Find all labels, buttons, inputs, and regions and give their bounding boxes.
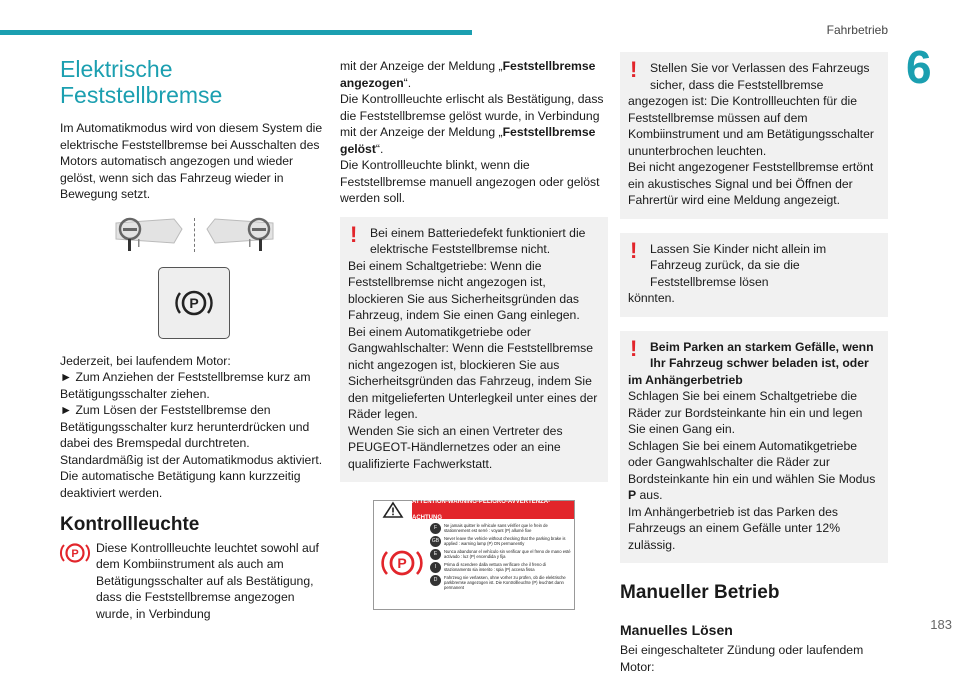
warning-lead: Stellen Sie vor Verlassen des Fahrzeugs sicher, dass die Feststellbremse bbox=[650, 61, 870, 92]
language-text: Nunca abandonar el vehículo sin verificar que el freno de mano esté activado : luz (P) encendida y fija bbox=[444, 549, 571, 560]
section-title: Fahrbetrieb bbox=[826, 23, 888, 37]
chapter-number: 6 bbox=[906, 41, 932, 93]
language-code: I bbox=[430, 562, 441, 573]
warning-text-2: aus. Im Anhängerbetrieb ist das Parken des Fahrzeugs an einem Gefälle unter 12% zulässig. bbox=[628, 488, 841, 552]
operating-steps: Jederzeit, bei laufendem Motor: ► Zum Anziehen der Feststellbremse kurz am Betätigungsschalter ziehen. ► Zum Lösen der Feststellbremse den Betätigungsschalter kurz herunterdrücken und dabei des Bremspedal durchtreten. Standardmäßig ist der Automatikmodus aktiviert. Die automatische Betätigung kann kurzzeitig deaktiviert werden. bbox=[60, 353, 323, 500]
column-1 bbox=[60, 56, 328, 622]
exclamation-icon: ! bbox=[350, 221, 358, 247]
text-mid: “. Die Kontrollleuchte erlischt als Bestätigung, dass die Feststellbremse gelöst wurde, in Verbindung mit der Anzeige der Meldung „ bbox=[340, 75, 604, 139]
figure-divider bbox=[194, 218, 195, 252]
warning-lead-bold: Beim Parken an starkem Gefälle, wenn Ihr Fahrzeug schwer beladen ist, oder bbox=[650, 339, 874, 370]
warning-text-1: Schlagen Sie bei einem Schaltgetriebe die Räder zur Bordsteinkante hin ein und legen Sie einen Gang ein. Schlagen Sie bei einem Automatikgetriebe oder Gangwahlschalter die Räder zur Bordsteinkante hin ein und wählen Sie Modus bbox=[628, 389, 876, 486]
warning-lead: Lassen Sie Kinder nicht allein im Fahrzeug zurück, da sie die Feststellbremse lösen bbox=[650, 241, 827, 289]
label-language-list bbox=[430, 523, 572, 593]
kontrollleuchte-text: Diese Kontrollleuchte leuchtet sowohl auf dem Kombiinstrument als auch am Betätigungsschalter auf als Bestätigung, dass die Feststellbremse angezogen wurde, in Verbindung bbox=[96, 540, 319, 621]
mode-p: P bbox=[628, 488, 637, 502]
release-text: Bei eingeschalteter Zündung oder laufendem Motor: bbox=[620, 643, 864, 674]
column-3 bbox=[620, 52, 888, 675]
message-applied: Feststellbremse angezogen bbox=[340, 59, 596, 90]
exclamation-icon: ! bbox=[630, 57, 638, 82]
intro-paragraph: Im Automatikmodus wird von diesem System die elektrische Feststellbremse bei Ausschalten des Motors automatisch angezogen und wieder gelöst, wenn sich das Fahrzeug wieder in Bewegung setzt. bbox=[60, 121, 323, 201]
steering-wheel-icon bbox=[203, 215, 275, 255]
subsection-heading-release: Manuelles Lösen bbox=[620, 621, 733, 638]
label-row bbox=[430, 523, 572, 534]
warning-label bbox=[373, 500, 575, 610]
warning-triangle-icon bbox=[374, 501, 412, 519]
language-text: Prima di scendere dalla vettura verificare che il freno di stazionamento sia inserito : spia (P) accesa fissa bbox=[444, 562, 546, 573]
language-code: F bbox=[430, 523, 441, 534]
language-text: Fahrzeug nie verlassen, ohne vorher zu prüfen, ob die elektrische parkbremse angezogen ist. Die Kontrollleuchte (P) leuchtet dann permanent bbox=[444, 575, 566, 591]
parking-brake-button-icon bbox=[158, 267, 230, 339]
warning-label-figure bbox=[340, 500, 608, 610]
page-title: Elektrische Feststellbremse bbox=[60, 56, 223, 108]
warning-lead: Bei einem Batteriedefekt funktioniert die elektrische Feststellbremse nicht. bbox=[370, 225, 586, 256]
warning-body: könnten. bbox=[628, 291, 675, 305]
label-row bbox=[430, 562, 572, 573]
children-warning-box bbox=[620, 233, 888, 317]
kontrollleuchte-block bbox=[60, 540, 328, 623]
text-after: “. Die Kontrollleuchte blinkt, wenn die Feststellbremse manuell angezogen oder gelöst werden soll. bbox=[340, 141, 600, 205]
warning-body: Bei einem Schaltgetriebe: Wenn die Feststellbremse nicht angezogen ist, blockieren Sie aus Sicherheitsgründen das Fahrzeug, indem Sie einen Gang einlegen. Bei einem Automatikgetriebe oder Gangwahlschalter: Wenn die Feststellbremse nicht angezogen ist, blockieren Sie aus Sicherheitsgründen das Fahrzeug, indem Sie den mitgelieferten Unterlegkeil unter eines der Räder legen. Wenden Sie sich an einen Vertreter des PEUGEOT-Händlernetzes oder an eine qualifizierte Fachwerkstatt. bbox=[348, 258, 598, 471]
section-heading-kontrollleuchte: Kontrollleuchte bbox=[60, 514, 200, 535]
exclamation-icon: ! bbox=[630, 335, 638, 361]
column-2 bbox=[340, 58, 608, 610]
slope-parking-warning-box bbox=[620, 331, 888, 564]
language-code: GB bbox=[430, 536, 441, 547]
warning-lead bbox=[628, 335, 880, 372]
section-heading-manual: Manueller Betrieb bbox=[620, 582, 780, 603]
svg-text:P: P bbox=[189, 294, 199, 311]
svg-text:P: P bbox=[71, 547, 79, 560]
battery-warning-box bbox=[340, 217, 608, 483]
warning-bold-line: im Anhängerbetrieb bbox=[628, 372, 743, 387]
status-messages-paragraph bbox=[340, 58, 608, 207]
leave-vehicle-warning-box bbox=[620, 52, 888, 219]
language-text: Ne jamais quitter le véhicule sans vérifier que le frein de stationnement est serré : voyant (P) allumé fixe bbox=[444, 523, 548, 534]
parking-brake-warning-icon bbox=[60, 540, 90, 566]
label-row bbox=[430, 549, 572, 560]
steering-figure bbox=[60, 215, 328, 255]
label-header bbox=[374, 498, 574, 521]
warning-body bbox=[628, 372, 880, 554]
label-row bbox=[430, 575, 572, 591]
language-text: Never leave the vehicle without checking that the parking brake is applied : warning lamp (P) ON permanently bbox=[444, 536, 566, 547]
page-number: 183 bbox=[930, 617, 952, 632]
parking-brake-warning-icon bbox=[382, 545, 422, 586]
message-released: Feststellbremse gelöst bbox=[340, 125, 596, 156]
label-banner: ATTENTION-WARNING-PELIGRO-AVVERTENZA-ACHTUNG bbox=[412, 501, 574, 519]
language-code: D bbox=[430, 575, 441, 586]
steering-wheel-icon bbox=[114, 215, 186, 255]
label-row bbox=[430, 536, 572, 547]
warning-body: angezogen ist: Die Kontrollleuchten für die Feststellbremse müssen auf dem Kombiinstrument und am Betätigungsschalter ununterbrochen leuchten. Bei nicht angezogener Feststellbremse ertönt ein akustisches Signal und bei Öffnen der Fahrertür wird eine Meldung angezeigt. bbox=[628, 94, 874, 207]
language-code: E bbox=[430, 549, 441, 560]
header-accent-bar bbox=[0, 30, 472, 35]
text-before: mit der Anzeige der Meldung „ bbox=[340, 59, 503, 73]
svg-text:P: P bbox=[397, 555, 407, 571]
exclamation-icon: ! bbox=[630, 237, 638, 263]
